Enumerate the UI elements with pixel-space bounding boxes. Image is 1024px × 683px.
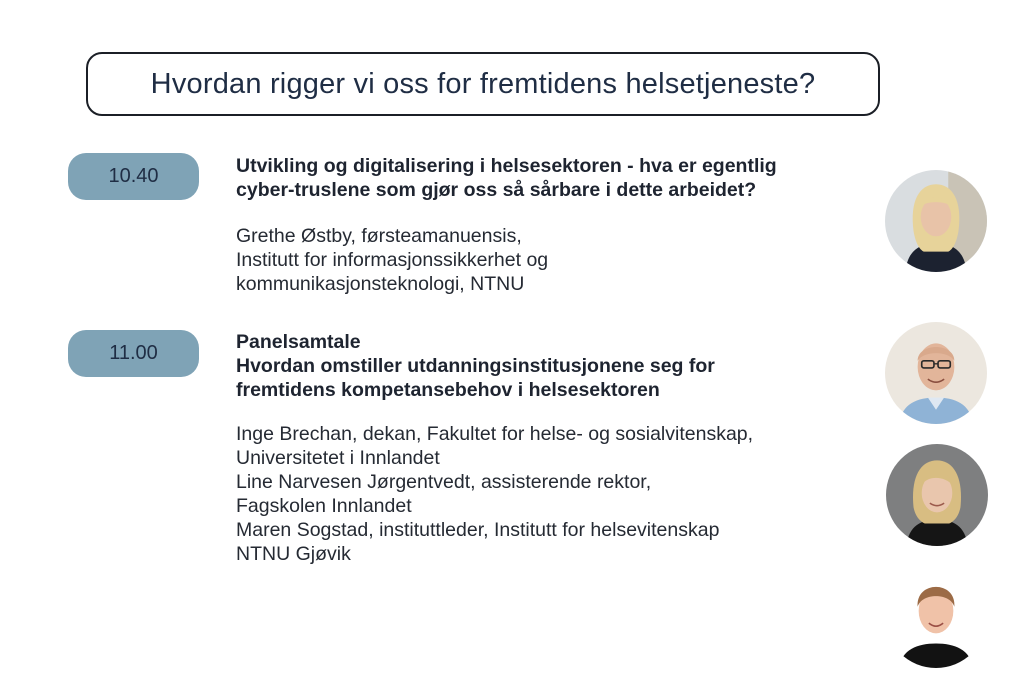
page-title: Hvordan rigger vi oss for fremtidens helsetjeneste? xyxy=(150,67,816,100)
time-badge-1100: 11.00 xyxy=(68,330,199,377)
speaker-portrait-photo xyxy=(885,322,987,424)
speaker-line: kommunikasjonsteknologi, NTNU xyxy=(236,273,525,295)
speaker-portrait-photo xyxy=(885,566,987,668)
speaker-portrait-photo xyxy=(885,170,987,272)
session-heading xyxy=(236,330,876,402)
time-badge-1040: 10.40 xyxy=(68,153,199,200)
speaker-portrait-photo xyxy=(886,444,988,546)
speaker-line: Maren Sogstad, instituttleder, Institutt for helsevitenskap xyxy=(236,519,720,541)
heading-line: Utvikling og digitalisering i helsesektoren - hva er egentlig xyxy=(236,155,777,177)
speaker-line: Universitetet i Innlandet xyxy=(236,447,440,469)
session-heading xyxy=(236,154,876,202)
speaker-line: Line Narvesen Jørgentvedt, assisterende rektor, xyxy=(236,471,652,493)
heading-line: fremtidens kompetansebehov i helsesektoren xyxy=(236,379,660,401)
panel-members xyxy=(236,422,876,566)
speaker-line: Inge Brechan, dekan, Fakultet for helse- og sosialvitenskap, xyxy=(236,423,754,445)
speaker-info xyxy=(236,224,876,296)
title-box xyxy=(86,52,880,116)
heading-line: cyber-truslene som gjør oss så sårbare i dette arbeidet? xyxy=(236,179,757,201)
session-1100 xyxy=(236,330,876,566)
speaker-line: Grethe Østby, førsteamanuensis, xyxy=(236,225,522,247)
heading-line: Panelsamtale xyxy=(236,331,361,353)
heading-line: Hvordan omstiller utdanningsinstitusjonene seg for xyxy=(236,355,715,377)
speaker-line: Fagskolen Innlandet xyxy=(236,495,412,517)
speaker-line: NTNU Gjøvik xyxy=(236,543,351,565)
speaker-line: Institutt for informasjonssikkerhet og xyxy=(236,249,549,271)
session-1040 xyxy=(236,154,876,296)
